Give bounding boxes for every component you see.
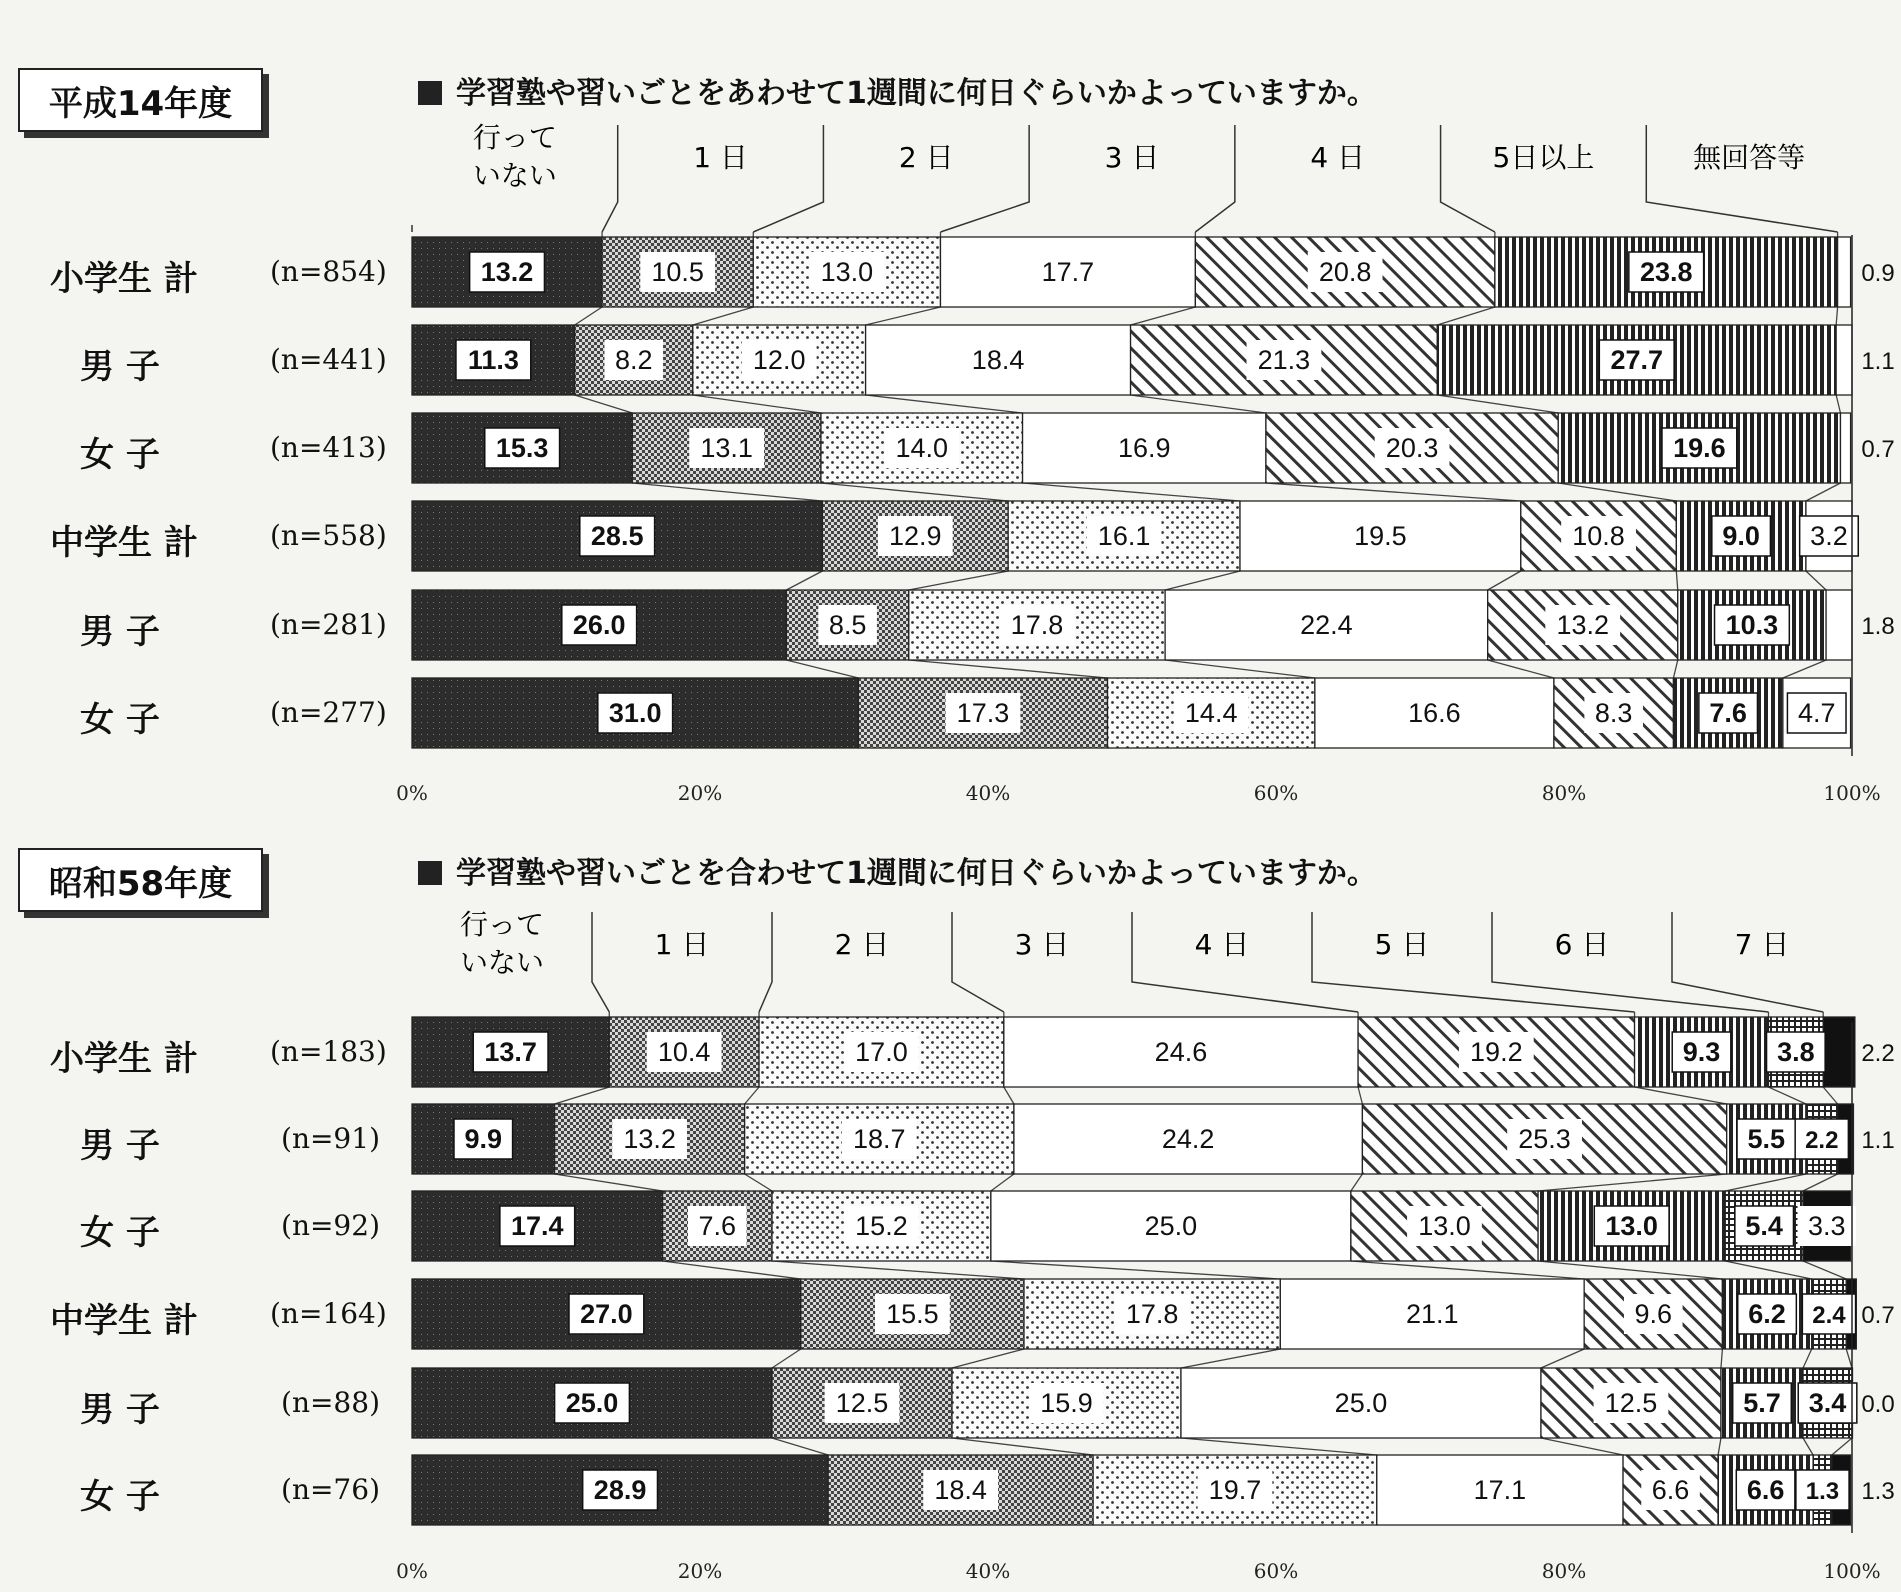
x-tick-label: 100% — [1823, 781, 1881, 805]
connector-line — [1181, 1438, 1377, 1455]
connector-line — [909, 571, 1008, 590]
connector-line — [575, 307, 602, 325]
connector-line — [1673, 660, 1677, 678]
data-label: 1.8 — [1861, 613, 1895, 640]
panel-1 — [396, 908, 1895, 1583]
data-label: 27.7 — [1610, 345, 1664, 375]
connector-line — [1541, 1349, 1584, 1368]
data-label: 24.2 — [1161, 1124, 1215, 1154]
x-tick-label: 100% — [1823, 1559, 1881, 1583]
data-label: 9.6 — [1634, 1299, 1673, 1329]
bar-segment — [1838, 237, 1851, 307]
row-n-count: (n=854) — [270, 255, 387, 288]
data-label: 15.2 — [855, 1211, 908, 1241]
data-label: 3.2 — [1810, 521, 1848, 551]
data-label: 5.4 — [1745, 1211, 1783, 1241]
category-header: 5日以上 — [1492, 141, 1595, 174]
row-label: 男 子 — [80, 612, 160, 652]
connector-line — [632, 483, 822, 501]
connector-line — [1836, 307, 1837, 325]
header-divider — [1132, 912, 1358, 1012]
data-label: 17.4 — [510, 1211, 564, 1241]
connector-line — [1488, 660, 1554, 678]
data-label: 23.8 — [1639, 257, 1693, 287]
data-label: 20.8 — [1318, 257, 1372, 287]
row-label: 女 子 — [80, 1213, 160, 1253]
connector-line — [1721, 1349, 1722, 1368]
connector-line — [1351, 1261, 1584, 1279]
data-label: 15.9 — [1040, 1388, 1093, 1418]
connector-line — [1437, 307, 1495, 325]
data-label: 13.0 — [820, 257, 874, 287]
x-tick-label: 60% — [1253, 1559, 1299, 1583]
row-n-count: (n=164) — [270, 1297, 387, 1330]
connector-line — [909, 660, 1108, 678]
data-label: 25.0 — [1144, 1211, 1198, 1241]
x-tick-label: 20% — [677, 1559, 723, 1583]
connector-line — [1718, 1438, 1721, 1455]
row-n-count: (n=277) — [270, 696, 387, 729]
connector-line — [786, 660, 858, 678]
data-label: 31.0 — [608, 698, 662, 728]
row-n-count: (n=92) — [281, 1209, 380, 1242]
data-label: 3.3 — [1808, 1211, 1846, 1241]
data-label: 8.2 — [614, 345, 653, 375]
row-label: 男 子 — [80, 1390, 160, 1430]
data-label: 12.0 — [752, 345, 806, 375]
connector-line — [575, 395, 633, 413]
header-divider — [1195, 125, 1234, 232]
row-n-count: (n=76) — [281, 1473, 380, 1506]
data-label: 10.3 — [1725, 610, 1779, 640]
connector-line — [1558, 483, 1676, 501]
connector-line — [1832, 1438, 1852, 1455]
data-label: 10.4 — [657, 1037, 711, 1067]
connector-line — [1165, 660, 1315, 678]
data-label: 1.3 — [1805, 1478, 1840, 1505]
row-label: 女 子 — [80, 700, 160, 740]
data-label: 6.2 — [1748, 1299, 1786, 1329]
question-text: 学習塾や習いごとを合わせて1週間に何日ぐらいかよっていますか。 — [456, 856, 1377, 891]
panel-0 — [396, 121, 1895, 805]
row-n-count: (n=558) — [270, 519, 387, 552]
data-label: 7.6 — [698, 1211, 737, 1241]
row-label: 女 子 — [80, 1477, 160, 1517]
data-label: 13.2 — [623, 1124, 676, 1154]
connector-line — [1358, 1087, 1362, 1104]
connector-line — [1725, 1174, 1806, 1191]
connector-line — [1437, 395, 1558, 413]
x-tick-label: 40% — [965, 781, 1011, 805]
data-label: 17.1 — [1473, 1475, 1527, 1505]
data-label: 7.6 — [1709, 698, 1747, 728]
connector-line — [1351, 1174, 1363, 1191]
data-label: 26.0 — [572, 610, 626, 640]
connector-line — [991, 1261, 1280, 1279]
data-label: 13.0 — [1418, 1211, 1471, 1241]
data-label: 3.8 — [1777, 1037, 1815, 1067]
data-label: 19.7 — [1208, 1475, 1262, 1505]
connector-line — [772, 1349, 801, 1368]
connector-line — [1803, 1438, 1813, 1455]
header-divider — [1492, 912, 1768, 1012]
data-label: 10.5 — [651, 257, 704, 287]
connector-line — [866, 395, 1023, 413]
category-header: 行って — [459, 908, 545, 941]
connector-line — [1803, 1349, 1812, 1368]
data-label: 17.0 — [855, 1037, 908, 1067]
connector-line — [772, 1438, 828, 1455]
header-divider — [753, 125, 823, 232]
data-label: 19.6 — [1673, 433, 1726, 463]
data-label: 1.3 — [1861, 1478, 1895, 1505]
data-label: 25.0 — [1334, 1388, 1388, 1418]
row-n-count: (n=413) — [270, 431, 387, 464]
connector-line — [1846, 1349, 1852, 1368]
connector-line — [866, 307, 941, 325]
data-label: 28.5 — [590, 521, 644, 551]
row-label: 中学生 計 — [50, 523, 198, 563]
data-label: 2.4 — [1812, 1302, 1846, 1329]
header-divider — [1441, 125, 1495, 232]
connector-line — [745, 1087, 759, 1104]
row-label: 小学生 計 — [50, 1039, 198, 1079]
connector-line — [1768, 1087, 1805, 1104]
data-label: 12.5 — [1604, 1388, 1658, 1418]
data-label: 25.0 — [565, 1388, 619, 1418]
connector-line — [1836, 395, 1840, 413]
data-label: 27.0 — [580, 1299, 633, 1329]
data-label: 1.1 — [1861, 1127, 1895, 1154]
header-divider — [759, 912, 772, 1012]
connector-line — [1725, 1261, 1811, 1279]
data-label: 17.3 — [956, 698, 1010, 728]
data-label: 0.0 — [1861, 1391, 1895, 1418]
data-label: 28.9 — [593, 1475, 647, 1505]
data-label: 0.9 — [1861, 260, 1895, 287]
data-label: 16.9 — [1117, 433, 1171, 463]
category-header: 5 日 — [1374, 928, 1430, 961]
connector-line — [1023, 483, 1240, 501]
connector-line — [1181, 1349, 1280, 1368]
x-tick-label: 0% — [396, 781, 428, 805]
connector-line — [1803, 1261, 1846, 1279]
data-label: 19.5 — [1354, 521, 1407, 551]
data-label: 9.3 — [1682, 1037, 1721, 1067]
data-label: 17.8 — [1010, 610, 1064, 640]
connector-line — [991, 1174, 1014, 1191]
category-header: 2 日 — [898, 141, 954, 174]
category-header: 3 日 — [1014, 928, 1070, 961]
connector-line — [1165, 571, 1240, 590]
data-label: 15.3 — [495, 433, 549, 463]
bar-segment — [1826, 590, 1852, 660]
data-label: 19.2 — [1470, 1037, 1523, 1067]
row-label: 女 子 — [80, 435, 160, 475]
data-label: 9.0 — [1722, 521, 1760, 551]
data-label: 2.2 — [1805, 1127, 1839, 1154]
connector-line — [1541, 1438, 1623, 1455]
category-header: 1 日 — [654, 928, 710, 961]
category-header: 無回答等 — [1693, 141, 1806, 174]
bar-segment — [1836, 325, 1852, 395]
category-header: 3 日 — [1104, 141, 1160, 174]
header-divider — [940, 125, 1029, 232]
data-label: 11.3 — [467, 345, 519, 375]
header-divider — [1672, 912, 1823, 1012]
category-header: 6 日 — [1554, 928, 1610, 961]
connector-line — [1131, 395, 1266, 413]
data-label: 3.4 — [1808, 1388, 1847, 1418]
category-header: 4 日 — [1194, 928, 1250, 961]
question-text: 学習塾や習いごとをあわせて1週間に何日ぐらいかよっていますか。 — [456, 76, 1377, 111]
row-label: 男 子 — [80, 1126, 160, 1166]
data-label: 12.5 — [835, 1388, 889, 1418]
data-label: 21.3 — [1257, 345, 1311, 375]
row-n-count: (n=91) — [281, 1122, 380, 1155]
data-label: 18.4 — [971, 345, 1025, 375]
data-label: 0.7 — [1861, 1302, 1895, 1329]
category-header: 7 日 — [1734, 928, 1790, 961]
x-tick-label: 80% — [1541, 1559, 1587, 1583]
connector-line — [745, 1174, 772, 1191]
data-label: 18.4 — [934, 1475, 987, 1505]
data-label: 13.2 — [480, 257, 534, 287]
row-label: 中学生 計 — [50, 1301, 198, 1341]
category-header: いない — [472, 159, 557, 192]
data-label: 14.4 — [1184, 698, 1238, 728]
data-label: 24.6 — [1154, 1037, 1208, 1067]
data-label: 6.6 — [1651, 1475, 1690, 1505]
connector-line — [1806, 571, 1826, 590]
header-divider — [1312, 912, 1635, 1012]
bar-segment — [1840, 413, 1850, 483]
data-label: 8.5 — [828, 610, 867, 640]
category-header: 2 日 — [834, 928, 890, 961]
row-n-count: (n=183) — [270, 1035, 387, 1068]
connector-line — [1004, 1087, 1014, 1104]
connector-line — [772, 1261, 1024, 1279]
bar-segment — [1823, 1017, 1855, 1087]
category-header: 行って — [472, 121, 557, 154]
data-label: 4.7 — [1797, 698, 1836, 728]
data-label: 22.4 — [1300, 610, 1353, 640]
row-n-count: (n=441) — [270, 343, 387, 376]
header-divider — [952, 912, 1004, 1012]
data-label: 10.8 — [1572, 521, 1625, 551]
data-label: 16.6 — [1408, 698, 1461, 728]
connector-line — [555, 1174, 663, 1191]
data-label: 18.7 — [852, 1124, 906, 1154]
category-header: 4 日 — [1310, 141, 1366, 174]
period-label-s58: 昭和58年度 — [18, 848, 263, 912]
connector-line — [1266, 483, 1521, 501]
row-label: 小学生 計 — [50, 259, 198, 299]
data-label: 0.7 — [1861, 436, 1895, 463]
connector-line — [1676, 571, 1677, 590]
data-label: 8.3 — [1594, 698, 1633, 728]
header-divider — [592, 912, 609, 1012]
connector-line — [1635, 1087, 1727, 1104]
data-label: 13.7 — [484, 1037, 537, 1067]
data-label: 21.1 — [1405, 1299, 1459, 1329]
connector-line — [1806, 483, 1841, 501]
period-label-h14: 平成14年度 — [18, 68, 263, 132]
category-header: 1 日 — [693, 141, 748, 174]
data-label: 13.1 — [700, 433, 753, 463]
connector-line — [1488, 571, 1521, 590]
x-tick-label: 40% — [965, 1559, 1011, 1583]
connector-line — [821, 483, 1008, 501]
data-label: 16.1 — [1097, 521, 1151, 551]
connector-line — [555, 1087, 610, 1104]
data-label: 17.8 — [1125, 1299, 1179, 1329]
data-label: 13.2 — [1556, 610, 1610, 640]
connector-line — [693, 307, 753, 325]
row-label: 男 子 — [80, 347, 160, 387]
data-label: 1.1 — [1861, 348, 1895, 375]
data-label: 5.7 — [1743, 1388, 1781, 1418]
connector-line — [693, 395, 821, 413]
category-header: いない — [459, 946, 545, 979]
data-label: 9.9 — [464, 1124, 503, 1154]
connector-line — [1823, 1087, 1837, 1104]
data-label: 12.9 — [888, 521, 942, 551]
connector-line — [952, 1349, 1024, 1368]
data-label: 6.6 — [1746, 1475, 1785, 1505]
data-label: 20.3 — [1385, 433, 1439, 463]
connector-line — [663, 1261, 801, 1279]
row-n-count: (n=88) — [281, 1386, 380, 1419]
connector-line — [952, 1438, 1093, 1455]
x-tick-label: 60% — [1253, 781, 1299, 805]
data-label: 5.5 — [1747, 1124, 1786, 1154]
connector-line — [786, 571, 822, 590]
connector-line — [1538, 1261, 1722, 1279]
data-label: 14.0 — [895, 433, 949, 463]
data-label: 15.5 — [886, 1299, 939, 1329]
x-tick-label: 0% — [396, 1559, 428, 1583]
connector-line — [1538, 1174, 1727, 1191]
header-divider — [602, 125, 618, 232]
connector-line — [1131, 307, 1196, 325]
connector-line — [1803, 1174, 1838, 1191]
connector-line — [1783, 660, 1826, 678]
data-label: 25.3 — [1518, 1124, 1571, 1154]
x-tick-label: 20% — [677, 781, 723, 805]
data-label: 2.2 — [1861, 1040, 1895, 1067]
x-tick-label: 80% — [1541, 781, 1587, 805]
data-label: 17.7 — [1041, 257, 1095, 287]
data-label: 13.0 — [1605, 1211, 1658, 1241]
row-n-count: (n=281) — [270, 608, 387, 641]
